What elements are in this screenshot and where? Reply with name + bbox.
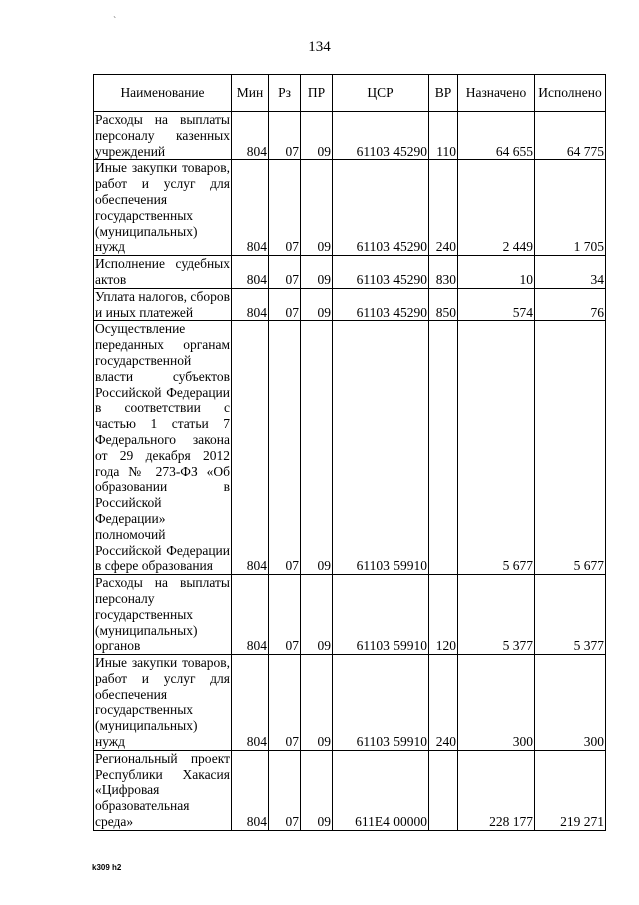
row-rz: 07: [269, 112, 301, 160]
row-name: Осуществление переданных органам государственной власти субъектов Российской Федерации в соответствии с частью 1 статьи 7 Федерального закона от 29 декабря 2012 года № 273-ФЗ «Об образовании в Российской Федерации» полномочий Российской Федерации в сфере образования: [95, 321, 230, 574]
row-rz: 07: [269, 655, 301, 751]
row-assigned: 64 655: [458, 112, 535, 160]
row-csr: 61103 45290: [333, 160, 429, 256]
row-assigned: 300: [458, 655, 535, 751]
row-assigned: 574: [458, 288, 535, 321]
row-min: 804: [232, 321, 269, 575]
row-executed: 5 377: [535, 575, 606, 655]
row-pr: 09: [301, 750, 333, 830]
row-executed: 300: [535, 655, 606, 751]
row-min: 804: [232, 112, 269, 160]
page-number: 134: [308, 39, 331, 55]
row-min: 804: [232, 575, 269, 655]
row-executed: 219 271: [535, 750, 606, 830]
row-csr: 611E4 00000: [333, 750, 429, 830]
row-rz: 07: [269, 575, 301, 655]
row-assigned: 2 449: [458, 160, 535, 256]
row-pr: 09: [301, 112, 333, 160]
row-vr: [429, 321, 458, 575]
row-vr: 240: [429, 160, 458, 256]
header-min: Мин: [232, 75, 269, 112]
row-csr: 61103 45290: [333, 256, 429, 289]
row-csr: 61103 59910: [333, 655, 429, 751]
row-pr: 09: [301, 160, 333, 256]
row-csr: 61103 45290: [333, 288, 429, 321]
table-row: [94, 750, 606, 830]
table-row: [94, 256, 606, 289]
row-pr: 09: [301, 655, 333, 751]
row-assigned: 5 677: [458, 321, 535, 575]
row-name: Иные закупки товаров, работ и услуг для обеспечения государственных (муниципальных) нужд: [95, 160, 230, 255]
row-pr: 09: [301, 321, 333, 575]
budget-table: [93, 74, 606, 831]
row-min: 804: [232, 750, 269, 830]
row-csr: 61103 59910: [333, 575, 429, 655]
header-csr: ЦСР: [333, 75, 429, 112]
row-vr: 850: [429, 288, 458, 321]
row-assigned: 228 177: [458, 750, 535, 830]
table-row: [94, 655, 606, 751]
row-executed: 34: [535, 256, 606, 289]
row-rz: 07: [269, 288, 301, 321]
row-min: 804: [232, 655, 269, 751]
row-pr: 09: [301, 575, 333, 655]
table-header-row: [94, 75, 606, 112]
row-name: Иные закупки товаров, работ и услуг для обеспечения государственных (муниципальных) нужд: [95, 655, 230, 750]
row-vr: 110: [429, 112, 458, 160]
row-vr: 240: [429, 655, 458, 751]
row-pr: 09: [301, 288, 333, 321]
footer-code: k309 h2: [92, 863, 122, 872]
row-assigned: 5 377: [458, 575, 535, 655]
header-vr: ВР: [429, 75, 458, 112]
row-rz: 07: [269, 321, 301, 575]
row-rz: 07: [269, 256, 301, 289]
table-row: [94, 160, 606, 256]
row-name: Региональный проект Республики Хакасия «Цифровая образовательная среда»: [95, 750, 230, 830]
row-min: 804: [232, 160, 269, 256]
row-vr: [429, 750, 458, 830]
table-row: [94, 321, 606, 575]
table-row: [94, 288, 606, 321]
row-csr: 61103 59910: [333, 321, 429, 575]
row-rz: 07: [269, 160, 301, 256]
table-row: [94, 575, 606, 655]
row-vr: 830: [429, 256, 458, 289]
header-rz: Рз: [269, 75, 301, 112]
row-min: 804: [232, 256, 269, 289]
row-name: Расходы на выплаты персоналу государственных (муниципальных) органов: [95, 575, 230, 654]
table-row: [94, 112, 606, 160]
header-assigned: Назначено: [458, 75, 535, 112]
row-min: 804: [232, 288, 269, 321]
header-pr: ПР: [301, 75, 333, 112]
row-executed: 76: [535, 288, 606, 321]
row-rz: 07: [269, 750, 301, 830]
row-name: Уплата налогов, сборов и иных платежей: [95, 288, 230, 320]
row-executed: 64 775: [535, 112, 606, 160]
header-name: Наименование: [94, 75, 232, 112]
row-assigned: 10: [458, 256, 535, 289]
row-executed: 1 705: [535, 160, 606, 256]
row-pr: 09: [301, 256, 333, 289]
header-executed: Исполнено: [535, 75, 606, 112]
row-vr: 120: [429, 575, 458, 655]
row-csr: 61103 45290: [333, 112, 429, 160]
header-mark: `: [113, 16, 117, 27]
row-executed: 5 677: [535, 321, 606, 575]
row-name: Расходы на выплаты персоналу казенных учреждений: [95, 112, 230, 159]
row-name: Исполнение судебных актов: [95, 256, 230, 287]
